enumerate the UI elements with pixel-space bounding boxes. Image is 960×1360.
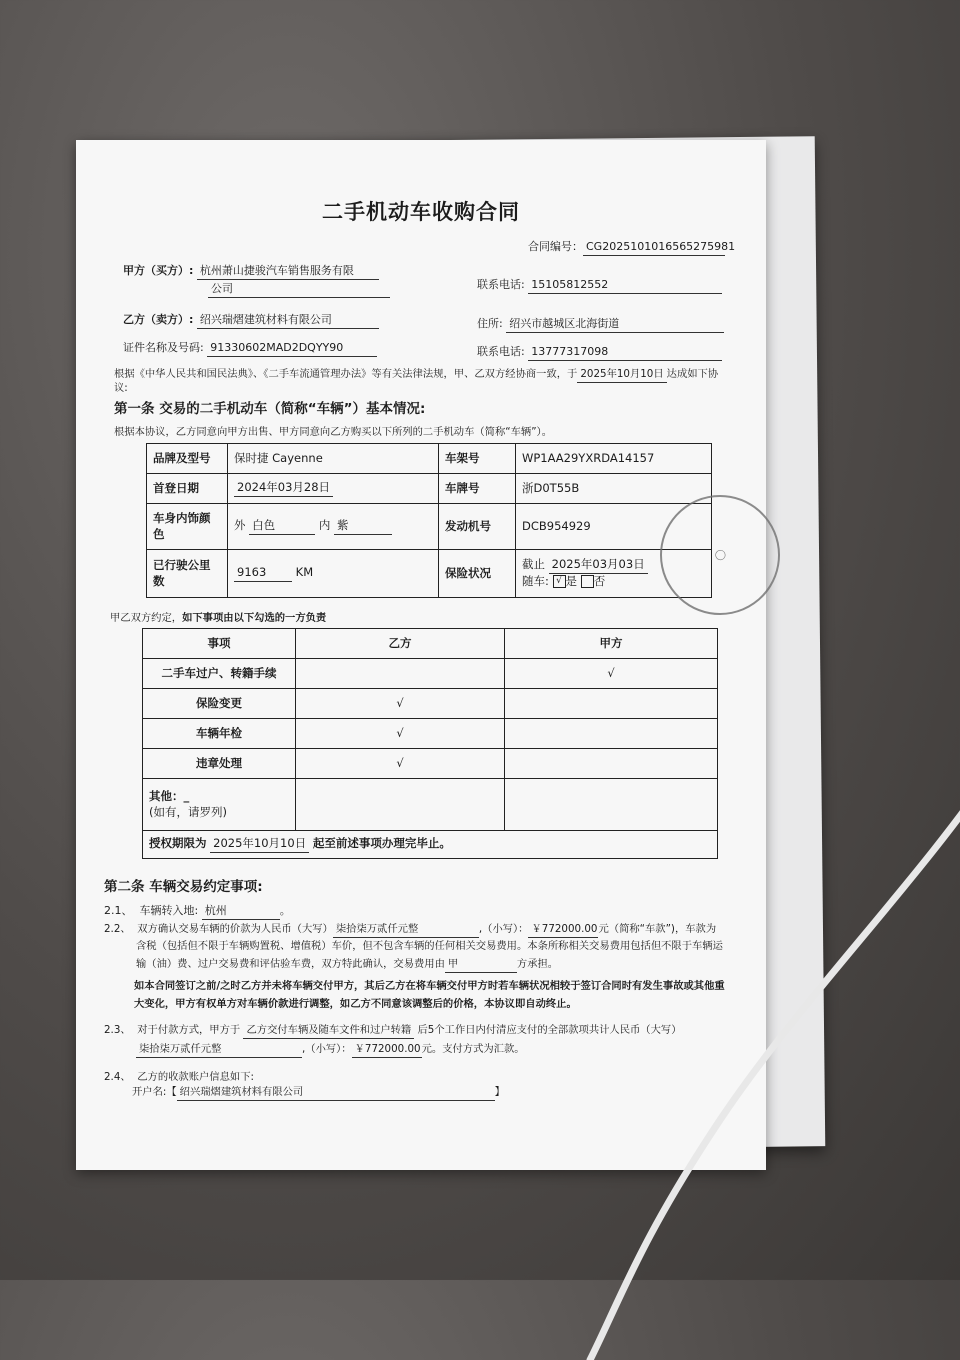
intro-text-2: 议: bbox=[114, 382, 128, 394]
party-b: 乙方（卖方）: 绍兴瑞熠建筑材料有限公司 bbox=[123, 313, 379, 329]
clause-2-1: 2.1、 车辆转入地: 杭州 。 bbox=[104, 904, 291, 920]
article-2-title: 第二条 车辆交易约定事项: bbox=[104, 879, 263, 895]
clause-2-4: 2.4、 乙方的收款账户信息如下: bbox=[104, 1071, 254, 1083]
vehicle-brand: 保时捷 Cayenne bbox=[228, 444, 439, 474]
vehicle-vin: WP1AA29YXRDA14157 bbox=[516, 444, 712, 474]
party-a-name-line2: 公司 bbox=[208, 282, 390, 298]
party-a-phone: 联系电话: 15105812552 bbox=[477, 278, 722, 294]
vehicle-reg-date: 2024年03月28日 bbox=[228, 474, 439, 504]
table-row: 违章处理 √ bbox=[143, 749, 718, 779]
table-row: 二手车过户、转籍手续 √ bbox=[143, 659, 718, 689]
article-1-desc: 根据本协议，乙方同意向甲方出售、甲方同意向乙方购买以下所列的二手机动车（简称“车辆”）。 bbox=[114, 426, 552, 438]
party-a: 甲方（买方）: 杭州萧山捷骏汽车销售服务有限 bbox=[123, 264, 379, 280]
clause-2-2: 2.2、 双方确认交易车辆的价款为人民币（大写） 柒拾柒万贰仟元整 ,（小写）： ￥772000.00元（简称“车款”)，车款为 bbox=[104, 923, 716, 938]
contract-page: 二手机动车收购合同 合同编号： CG2025101016565275981 甲方（买方）: 杭州萧山捷骏汽车销售服务有限 公司 联系电话: 15105812552 乙方（卖方）: 绍兴瑞熠建筑材料有限公司 住所: 绍兴市越城区北海街道 证件名称及号码: 91330602MAD2DQYY90 联系电话: 13777317098 根据《中华人民共和国民法典》、《二手车流通管理办法》等有关法律法规，甲、乙双方经协商一致，于 2025年10月10日 达成如下协 议: 第一条 交易的二手机动车（简称“车辆”）基本情况: 根据本协议，乙方同意向甲方出售、甲方同意向乙方购买以下所列的二手机动车（简称“车辆”）。 品牌及型号 保时捷 Cayenne 车架号 WP1AA29YXRDA14157 首登日期 2024年03月28日 车牌号 浙D0T55B 车身内饰颜 色 外 白色 内 紫 发动机号 DCB954929 已行驶公里 数 9163 KM 保险状况 截止 2025年03月03日 随车: √ 是 否 甲乙双方约定，如下事项由以下勾选的一方负责 事项 乙方 甲方 二手车过户、转籍手续 √ 保险变更 √ 车辆年检 √ 违章处理 √ 其他：_ (如有，请罗列) 授权期限为 2025年10月10日 起至前述事项办理完毕止。 第二条 车辆交易约定事项: 2.1、 车辆转入地: 杭州 。 2.2、 双方确认交易车辆的价款为人民币（大写） 柒拾柒万贰仟元整 ,（小写）： ￥772000.00元（简称“车款”)，车款为 含税（包括但不限于车辆购置税、增值税）车价，但不包含车辆的任何相关交易费用。本条所称相关交易费用包括但不限于车辆运 输（油）费、过户交易费和评估验车费，双方特此确认，交易费用由 甲 方承担。 如本合同签订之前/之时乙方并未将车辆交付甲方，其后乙方在将车辆交付甲方时若车辆状况相较于签订合同时有发生事故或其他重 大变化，甲方有权单方对车辆价款进行调整，如乙方不同意该调整后的价格，本协议即自动终止。 2.3、 对于付款方式，甲方于 乙方交付车辆及随车文件和过户转籍 后5个工作日内付清应支付的全部款项共计人民币（大写） 柒拾柒万贰仟元整 ,（小写）： ￥772000.00元。支付方式为汇款。 2.4、 乙方的收款账户信息如下: 开户名:【 绍兴瑞熠建筑材料有限公司 】 bbox=[76, 140, 766, 1170]
vehicle-info-table: 品牌及型号 保时捷 Cayenne 车架号 WP1AA29YXRDA14157 首登日期 2024年03月28日 车牌号 浙D0T55B 车身内饰颜 色 外 白色 内 紫 发动机号 DCB954929 已行驶公里 数 9163 KM 保险状况 截止 2025年03月03日 随车: √ 是 否 bbox=[146, 443, 712, 598]
table-row-other: 其他：_ (如有，请罗列) bbox=[143, 779, 718, 831]
vehicle-engine: DCB954929 bbox=[516, 504, 712, 550]
account-holder: 开户名:【 绍兴瑞熠建筑材料有限公司 】 bbox=[132, 1086, 505, 1101]
contract-number: 合同编号： CG2025101016565275981 bbox=[528, 240, 725, 256]
responsibility-table: 事项 乙方 甲方 二手车过户、转籍手续 √ 保险变更 √ 车辆年检 √ 违章处理 √ 其他：_ (如有，请罗列) 授权期限为 2025年10月10日 起至前述事项办理完毕止。 bbox=[142, 628, 718, 859]
seal-ring-icon: ◯ bbox=[713, 548, 727, 562]
insurance-no-checkbox[interactable] bbox=[581, 575, 594, 588]
clause-2-3: 2.3、 对于付款方式，甲方于 乙方交付车辆及随车文件和过户转籍 后5个工作日内付清应支付的全部款项共计人民币（大写） bbox=[104, 1024, 682, 1039]
clause-2-2-warning-1: 如本合同签订之前/之时乙方并未将车辆交付甲方，其后乙方在将车辆交付甲方时若车辆状况相较于签订合同时有发生事故或其他重 bbox=[134, 980, 725, 992]
clause-2-2-warning-2: 大变化，甲方有权单方对车辆价款进行调整，如乙方不同意该调整后的价格，本协议即自动终止。 bbox=[134, 998, 577, 1010]
contract-title: 二手机动车收购合同 bbox=[322, 200, 520, 224]
intro-text: 根据《中华人民共和国民法典》、《二手车流通管理办法》等有关法律法规，甲、乙双方经协商一致，于 2025年10月10日 达成如下协 bbox=[114, 368, 718, 383]
insurance-yes-checkbox[interactable]: √ bbox=[553, 575, 566, 588]
vehicle-mileage: 9163 KM bbox=[228, 550, 439, 598]
party-b-address: 住所: 绍兴市越城区北海街道 bbox=[477, 317, 724, 333]
table-row: 保险变更 √ bbox=[143, 689, 718, 719]
party-b-phone: 联系电话: 13777317098 bbox=[477, 345, 722, 361]
article-1-title: 第一条 交易的二手机动车（简称“车辆”）基本情况: bbox=[114, 401, 426, 417]
vehicle-plate: 浙D0T55B bbox=[516, 474, 712, 504]
responsibility-intro: 甲乙双方约定，如下事项由以下勾选的一方负责 bbox=[110, 612, 327, 624]
deadline-row: 授权期限为 2025年10月10日 起至前述事项办理完毕止。 bbox=[143, 831, 718, 859]
party-b-id: 证件名称及号码: 91330602MAD2DQYY90 bbox=[123, 341, 377, 357]
vehicle-insurance: 截止 2025年03月03日 随车: √ 是 否 bbox=[516, 550, 712, 598]
table-row: 车辆年检 √ bbox=[143, 719, 718, 749]
vehicle-colors: 外 白色 内 紫 bbox=[228, 504, 439, 550]
